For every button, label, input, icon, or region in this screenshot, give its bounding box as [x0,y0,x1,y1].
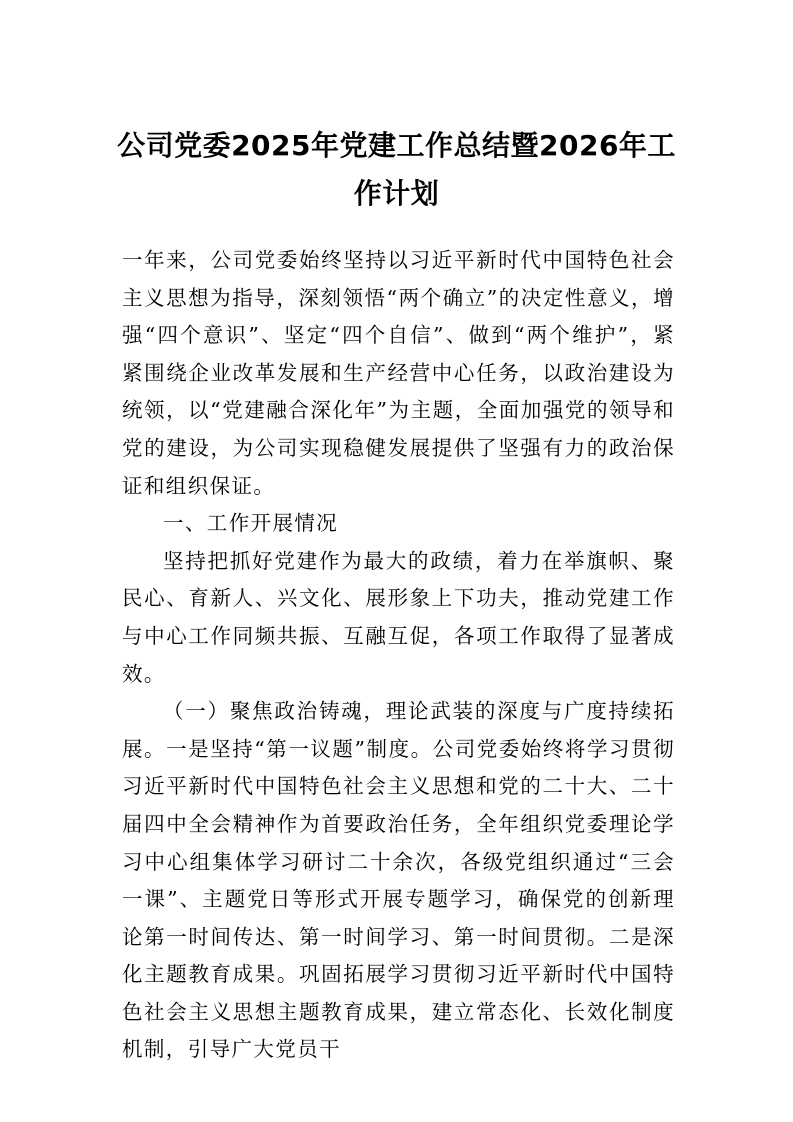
section-heading: 一、工作开展情况 [163,511,339,536]
subsection-paragraph: （一）聚焦政治铸魂，理论武装的深度与广度持续拓展。一是坚持“第一议题”制度。公司党委始终将学习贯彻习近平新时代中国特色社会主义思想和党的二十大、二十届四中全会精神作为首要政治任务，全年组织党委理论学习中心组集体学习研讨二十余次，各级党组织通过“三会一课”、主题党日等形式开展专题学习，确保党的创新理论第一时间传达、第一时间学习、第一时间贯彻。二是深化主题教育成果。巩固拓展学习贯彻习近平新时代中国特色社会主义思想主题教育成果，建立常态化、长效化制度机制，引导广大党员干 [122,699,675,1062]
document-title: 公司党委2025年党建工作总结暨2026年工作计划 [117,129,676,210]
section-intro-paragraph: 坚持把抓好党建作为最大的政绩，着力在举旗帜、聚民心、育新人、兴文化、展形象上下功夫，推动党建工作与中心工作同频共振、互融互促，各项工作取得了显著成效。 [122,548,675,686]
document-body [122,242,675,1069]
intro-paragraph: 一年来，公司党委始终坚持以习近平新时代中国特色社会主义思想为指导，深刻领悟“两个确立”的决定性意义，增强“四个意识”、坚定“四个自信”、做到“两个维护”，紧紧围绕企业改革发展和生产经营中心任务，以政治建设为统领，以“党建融合深化年”为主题，全面加强党的领导和党的建设，为公司实现稳健发展提供了坚强有力的政治保证和组织保证。 [122,248,675,498]
